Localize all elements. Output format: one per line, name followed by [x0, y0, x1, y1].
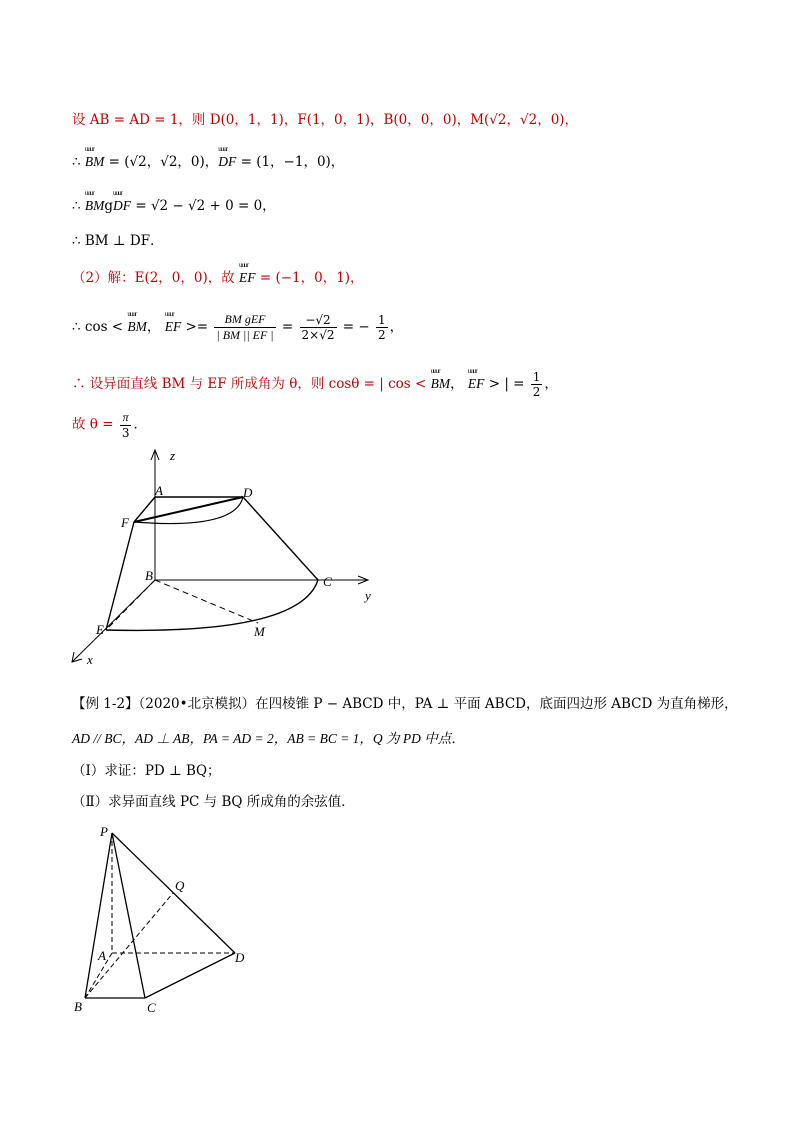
label-y: y	[365, 588, 371, 603]
example-text: AD // BC，AD ⊥ AB，PA = AD = 2，AB = BC = 1，Q 为 PD 中点．	[72, 731, 465, 746]
numerator: 1	[532, 370, 541, 384]
numerator: π	[120, 410, 132, 426]
label-c: C	[147, 1000, 156, 1015]
example-text: 【例 1-2】（2020•北京模拟）在四棱锥 P − ABCD 中，PA ⊥ 平面 ABCD，底面四边形 ABCD 为直角梯形，	[72, 696, 738, 712]
line-vectors-bm-df	[72, 150, 344, 170]
denominator: | BM || EF |	[216, 328, 274, 342]
label-q: Q	[175, 878, 185, 893]
vector-ef: uuur EF	[239, 270, 256, 286]
bottom-arc	[106, 580, 318, 630]
label-e: E	[96, 622, 104, 637]
line-part2	[72, 266, 364, 286]
bm-dashed	[155, 580, 258, 623]
fraction	[214, 312, 275, 343]
fraction	[531, 370, 543, 399]
fraction	[376, 313, 388, 342]
text: ．	[133, 416, 147, 433]
denominator: 2	[532, 385, 541, 399]
dc-edge	[243, 497, 318, 580]
part2-text: （2）解：E(2，0，0)，故	[72, 270, 240, 286]
label-f: F	[121, 515, 129, 530]
text: ，	[544, 376, 558, 392]
therefore: ∴	[72, 154, 85, 170]
fd-segment	[134, 497, 243, 522]
text: 故 θ =	[72, 416, 118, 433]
label-a: A	[98, 948, 106, 963]
line-perpendicular	[72, 229, 164, 249]
vector-bm: uuur BM	[431, 376, 451, 392]
line-dot-product	[72, 194, 276, 214]
figure-pyramid	[70, 820, 260, 1020]
pb-edge	[85, 833, 112, 998]
pc-edge	[112, 833, 145, 998]
dot: g	[104, 198, 114, 214]
numerator: −√2	[300, 313, 337, 328]
text: >=	[181, 319, 213, 335]
example-line-1	[72, 692, 738, 712]
example-line-2	[72, 727, 465, 747]
example-text: （Ⅱ）求异面直线 PC 与 BQ 所成角的余弦值．	[72, 794, 355, 810]
line-coordinates	[72, 108, 578, 128]
coordinates-text: 设 AB = AD = 1，则 D(0，1，1)，F(1，0，1)，B(0，0，0)，M(√2，√2，0)，	[72, 112, 579, 128]
text: = (√2，√2，0)，	[104, 154, 219, 170]
label-m: M	[254, 624, 265, 639]
example-line-3	[72, 759, 221, 779]
text: = √2 − √2 + 0 = 0，	[131, 198, 276, 214]
label-d: D	[235, 950, 245, 965]
be-dashed	[106, 580, 155, 630]
fraction	[300, 313, 337, 342]
denominator: 2	[378, 328, 386, 342]
label-c: C	[323, 574, 332, 589]
line-angle	[72, 370, 558, 399]
label-d: D	[243, 485, 253, 500]
vector-ef: uuur EF	[468, 376, 485, 392]
bq-dashed	[85, 893, 173, 998]
line-cos-formula	[72, 312, 403, 343]
text: ∴ 设异面直线 BM 与 EF 所成角为 θ，则 cosθ = | cos <	[72, 376, 431, 392]
fe-edge	[106, 522, 134, 630]
vector-df: uuur DF	[218, 154, 236, 170]
text: = (1，−1，0)，	[236, 154, 345, 170]
vector-bm: uuur BM	[127, 319, 147, 335]
example-line-4	[72, 790, 355, 810]
fraction	[120, 410, 132, 440]
text: ，	[146, 319, 165, 335]
label-b: B	[74, 999, 82, 1014]
numerator: BM gEF	[214, 312, 275, 328]
label-p: P	[100, 824, 108, 839]
x-axis	[72, 580, 155, 662]
text: > | =	[484, 376, 529, 392]
numerator: 1	[378, 313, 386, 327]
line-conclusion	[72, 410, 147, 440]
perpendicular-text: ∴ BM ⊥ DF．	[72, 233, 164, 249]
denominator: 2×√2	[301, 328, 335, 342]
label-z: z	[170, 448, 176, 463]
text: = −	[338, 319, 370, 335]
text: ∴ cos <	[72, 319, 128, 335]
vector-bm: uuur BM	[85, 198, 105, 214]
text: =	[277, 319, 298, 335]
denominator: 3	[121, 426, 130, 440]
therefore: ∴	[72, 198, 85, 214]
example-text: （Ⅰ）求证：PD ⊥ BQ；	[72, 763, 221, 779]
label-a: A	[155, 483, 163, 498]
vector-bm: uuur BM	[85, 154, 105, 170]
figure-frustum	[60, 440, 390, 680]
text: ，	[389, 319, 404, 335]
vector-df: uuur DF	[113, 198, 131, 214]
cd-edge	[145, 953, 235, 998]
pd-edge	[112, 833, 235, 953]
text: ，	[450, 376, 468, 392]
text: = (−1，0，1)，	[255, 270, 364, 286]
label-x: x	[87, 652, 93, 667]
vector-ef: uuur EF	[165, 319, 182, 335]
label-b: B	[145, 568, 153, 583]
